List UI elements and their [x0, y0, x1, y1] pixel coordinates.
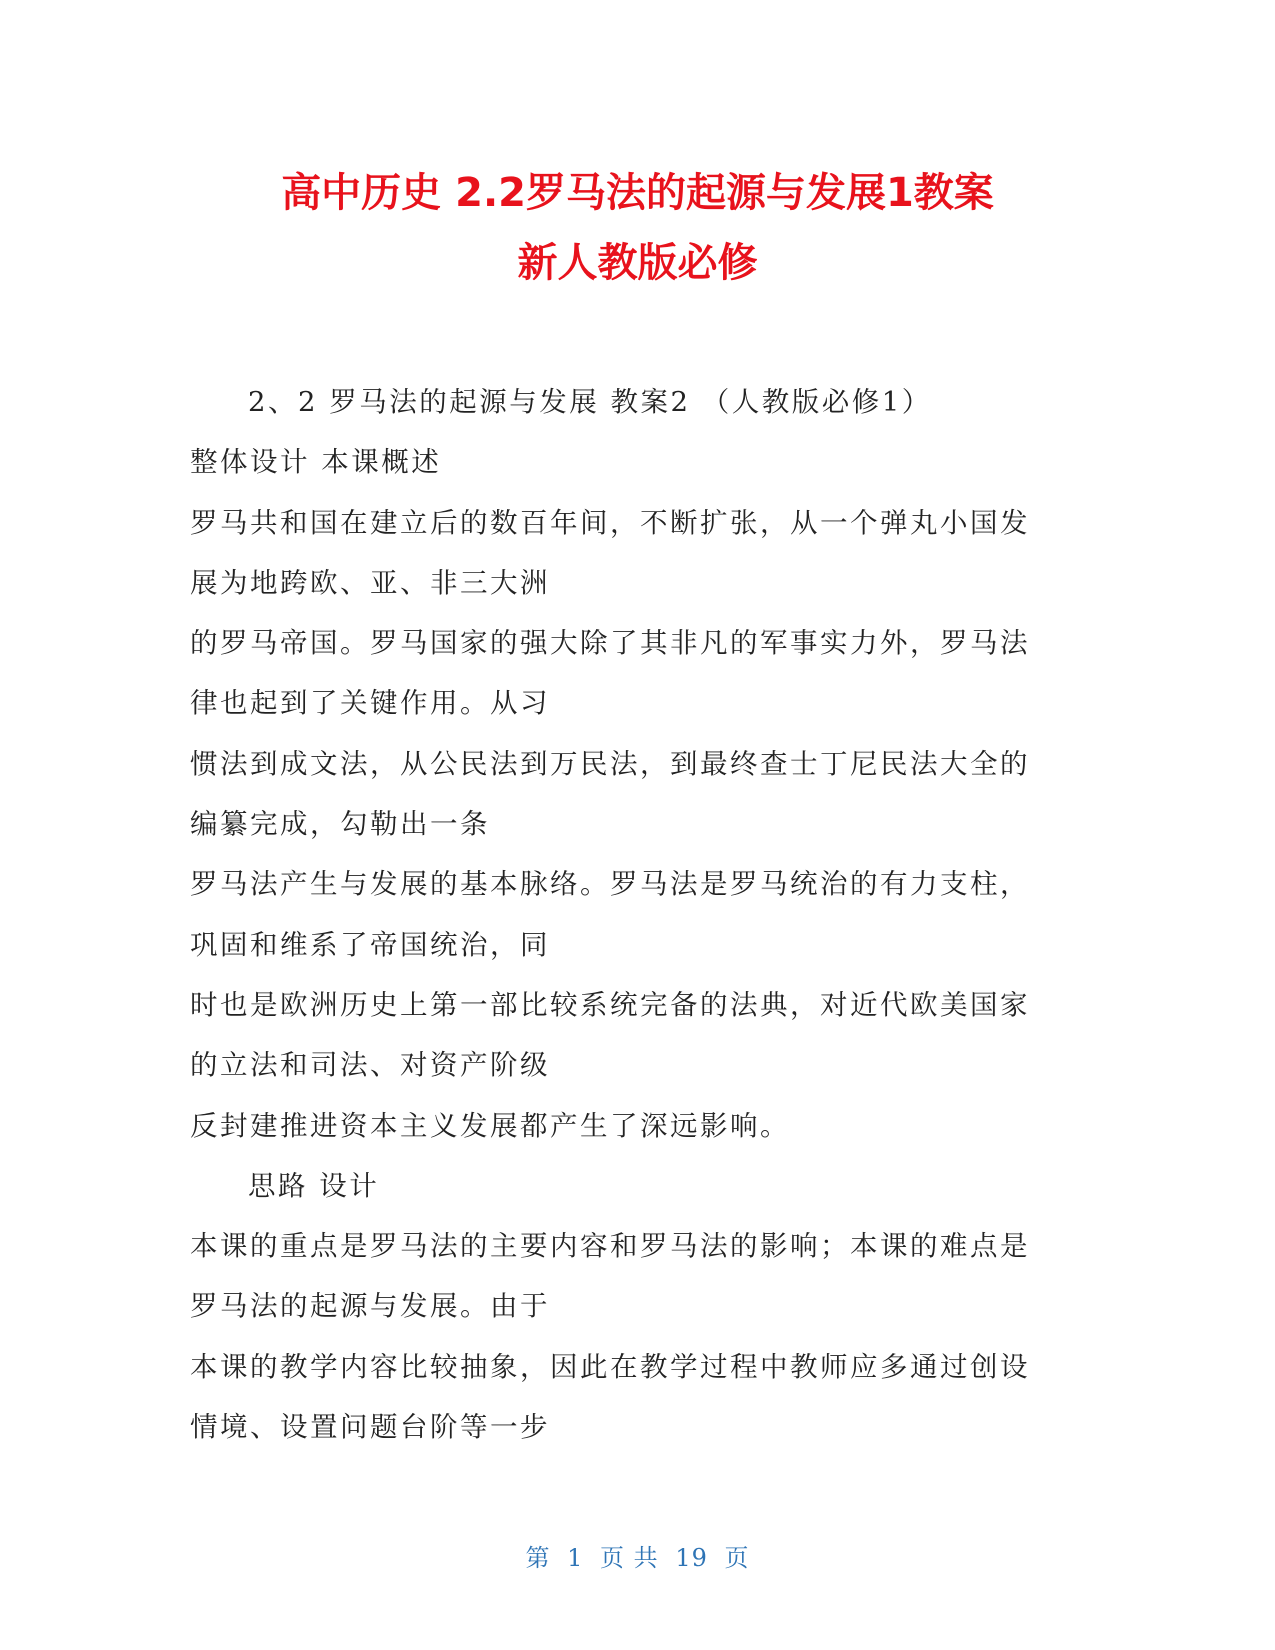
- body-line-heading: 2、2 罗马法的起源与发展 教案2 （人教版必修1）: [248, 386, 932, 418]
- body-line: 律也起到了关键作用。从习: [190, 687, 550, 720]
- body-line: 时也是欧洲历史上第一部比较系统完备的法典，对近代欧美国家: [190, 988, 1030, 1021]
- title-line-1: 高中历史 2.2罗马法的起源与发展1教案: [281, 170, 994, 216]
- body-line-section-design: 思路 设计: [248, 1169, 380, 1202]
- body-line: 编纂完成，勾勒出一条: [190, 808, 490, 841]
- body-line: 罗马法的起源与发展。由于: [190, 1290, 550, 1323]
- footer-prefix: 第: [525, 1544, 551, 1572]
- body-line: 的立法和司法、对资产阶级: [190, 1049, 550, 1082]
- body-line: 惯法到成文法，从公民法到万民法，到最终查士丁尼民法大全的: [190, 747, 1030, 780]
- body-line: 的罗马帝国。罗马国家的强大除了其非凡的军事实力外，罗马法: [190, 627, 1030, 660]
- body-line: 展为地跨欧、亚、非三大洲: [190, 566, 550, 599]
- body-line: 巩固和维系了帝国统治，同: [190, 928, 550, 961]
- body-line: 本课的重点是罗马法的主要内容和罗马法的影响；本课的难点是: [190, 1230, 1030, 1263]
- body-line-section-overview: 整体设计 本课概述: [190, 446, 442, 479]
- body-line: 情境、设置问题台阶等一步: [190, 1411, 550, 1444]
- page-footer: [0, 1538, 1275, 1573]
- title-line-2: 新人教版必修: [517, 240, 758, 286]
- body-line: 罗马法产生与发展的基本脉络。罗马法是罗马统治的有力支柱，: [190, 868, 1030, 901]
- footer-suffix: 页: [724, 1544, 750, 1572]
- document-body: [190, 372, 1090, 1457]
- footer-mid: 页 共: [600, 1544, 659, 1572]
- document-title: [0, 158, 1275, 298]
- footer-current-page: 1: [567, 1544, 584, 1572]
- body-line: 反封建推进资本主义发展都产生了深远影响。: [190, 1109, 790, 1142]
- body-line: 本课的教学内容比较抽象，因此在教学过程中教师应多通过创设: [190, 1350, 1030, 1383]
- body-line: 罗马共和国在建立后的数百年间，不断扩张，从一个弹丸小国发: [190, 506, 1030, 539]
- footer-total-pages: 19: [675, 1544, 708, 1572]
